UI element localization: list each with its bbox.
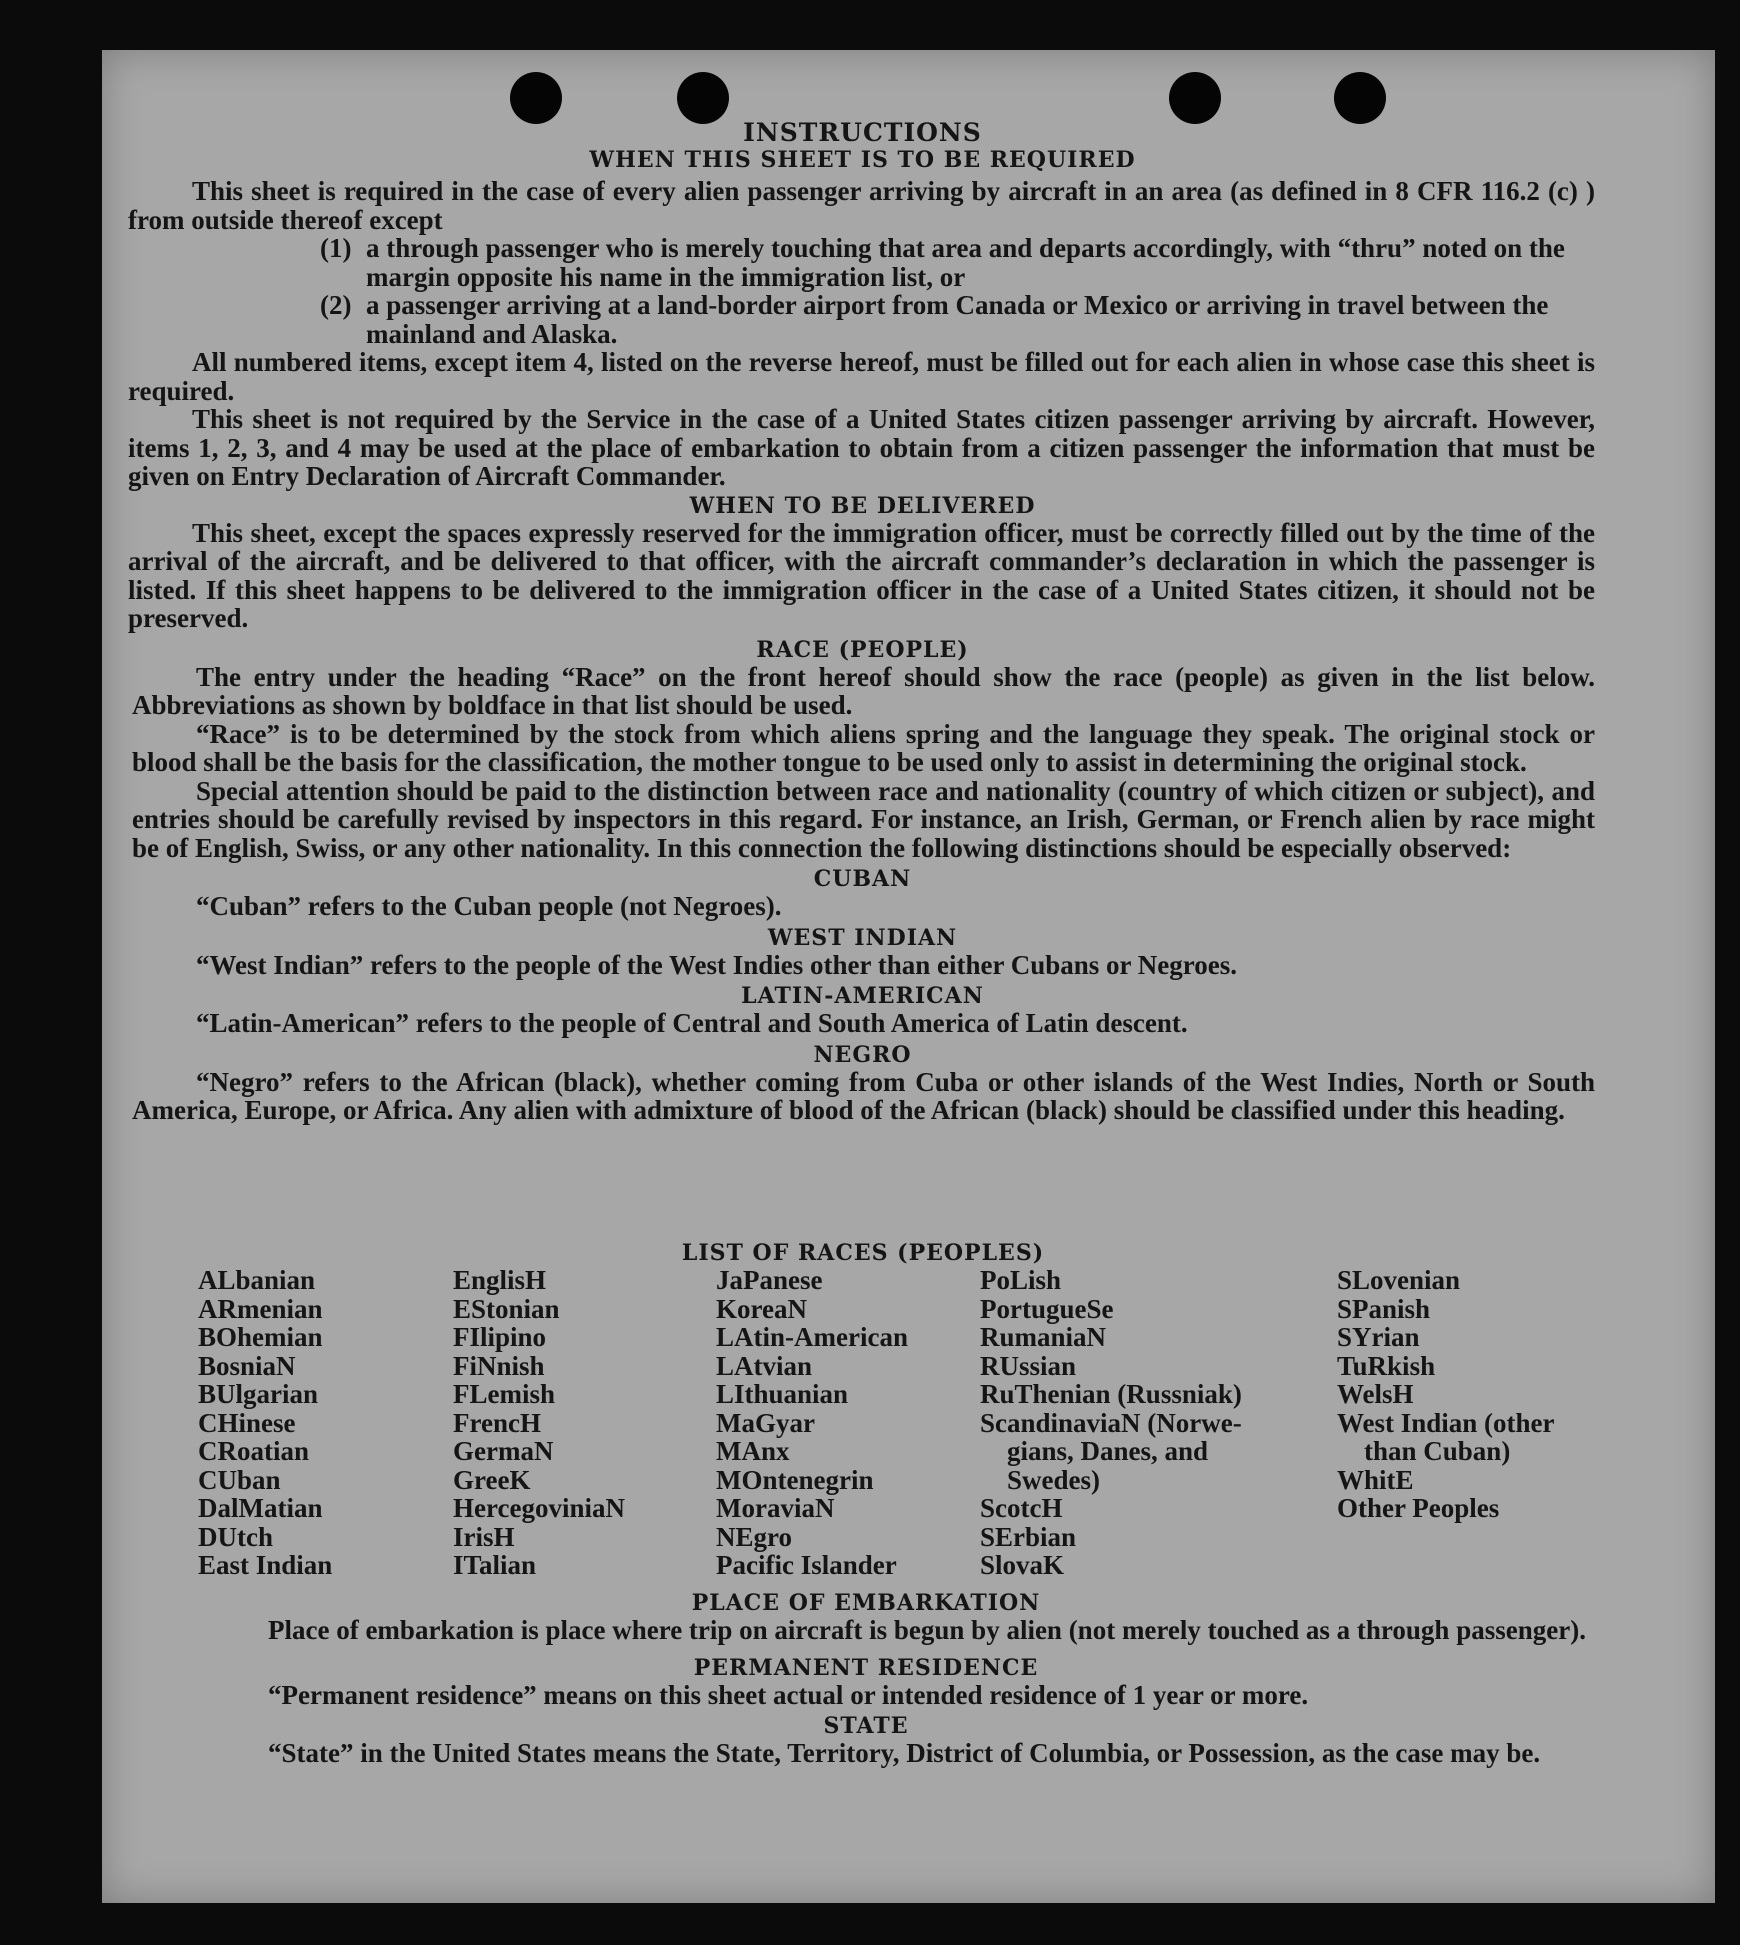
race-item: GermaN bbox=[453, 1436, 554, 1466]
race-item: CUban bbox=[198, 1464, 281, 1495]
race-column bbox=[1337, 1266, 1597, 1580]
race-item: Pacific Islander bbox=[716, 1550, 897, 1580]
race-item: SlovaK bbox=[980, 1550, 1065, 1580]
punch-hole bbox=[1169, 72, 1221, 124]
race-item: gians, Danes, and bbox=[980, 1436, 1209, 1466]
paragraph: This sheet is not required by the Service in the case of a United States citizen passenger arriving by aircraft. However, items 1, 2, 3, and 4 may be used at the place of embarkation to obtain from a citizen passenger the information that must be given on Entry Declaration of Aircraft Commander. bbox=[128, 404, 1595, 491]
race-item: FLemish bbox=[453, 1379, 556, 1409]
paragraph: Place of embarkation is place where trip on aircraft is begun by alien (not merely touched as a through passenger). bbox=[268, 1615, 1586, 1645]
paragraph: “Negro” refers to the African (black), whether coming from Cuba or other islands of the West Indies, North or South America, Europe, or Africa. Any alien with admixture of blood of the African (black) should be classified under this heading. bbox=[132, 1066, 1595, 1125]
race-item: NEgro bbox=[716, 1521, 793, 1552]
race-item: FrencH bbox=[453, 1407, 541, 1438]
race-item: SLovenian bbox=[1337, 1265, 1461, 1295]
item-number: (2) bbox=[320, 290, 352, 320]
race-column bbox=[980, 1266, 1337, 1580]
race-item: EnglisH bbox=[453, 1265, 547, 1295]
race-item: CRoatian bbox=[198, 1436, 310, 1466]
section-heading: RACE (PEOPLE) bbox=[756, 636, 969, 663]
race-item: East Indian bbox=[198, 1550, 333, 1580]
race-item: KoreaN bbox=[716, 1293, 807, 1324]
definition: “Cuban” refers to the Cuban people (not Negroes). bbox=[196, 891, 782, 921]
punch-hole bbox=[677, 72, 729, 124]
race-item: ITalian bbox=[453, 1550, 537, 1580]
paragraph: The entry under the heading “Race” on the front hereof should show the race (people) as given in the list below. Abbreviations as shown by boldface in that list should be used. bbox=[132, 661, 1595, 720]
race-item: GreeK bbox=[453, 1464, 531, 1495]
race-column bbox=[198, 1266, 453, 1580]
section-heading: LIST OF RACES (PEOPLES) bbox=[681, 1240, 1045, 1266]
race-item: MoraviaN bbox=[716, 1493, 835, 1523]
definition: “Permanent residence” means on this sheet actual or intended residence of 1 year or more. bbox=[268, 1679, 1309, 1710]
race-column bbox=[453, 1266, 716, 1580]
race-item: Swedes) bbox=[980, 1464, 1100, 1495]
race-item: LIthuanian bbox=[716, 1379, 849, 1409]
exceptions-list bbox=[320, 234, 1595, 348]
race-item: ALbanian bbox=[198, 1265, 316, 1295]
paragraph: “Race” is to be determined by the stock from which aliens spring and the language they speak. The original stock or blood shall be the basis for the classification, the mother tongue to be used only to assist in determining the original stock. bbox=[132, 718, 1595, 777]
race-item: FIlipino bbox=[453, 1322, 547, 1352]
section-heading: PERMANENT RESIDENCE bbox=[693, 1654, 1039, 1681]
race-item: TuRkish bbox=[1337, 1350, 1436, 1381]
race-item: FiNnish bbox=[453, 1350, 545, 1381]
race-item: MAnx bbox=[716, 1436, 790, 1466]
definition: “West Indian” refers to the people of the West Indies other than either Cubans or Negroes. bbox=[196, 949, 1238, 980]
race-column bbox=[716, 1266, 980, 1580]
race-item: PortugueSe bbox=[980, 1293, 1114, 1324]
section-heading: WHEN TO BE DELIVERED bbox=[689, 492, 1036, 519]
section-heading: WEST INDIAN bbox=[767, 924, 958, 951]
section-heading: STATE bbox=[823, 1713, 909, 1739]
list-item bbox=[320, 291, 1595, 348]
race-item: BUlgarian bbox=[198, 1379, 319, 1409]
race-item: BosniaN bbox=[198, 1350, 296, 1381]
section-heading: WHEN THIS SHEET IS TO BE REQUIRED bbox=[589, 147, 1136, 173]
race-item: WelsH bbox=[1337, 1379, 1414, 1409]
paragraph: “State” in the United States means the State, Territory, District of Columbia, or Possession, as the case may be. bbox=[268, 1738, 1541, 1768]
race-item: CHinese bbox=[198, 1407, 296, 1438]
race-item: MOntenegrin bbox=[716, 1464, 874, 1495]
definitions-footer bbox=[200, 1590, 1610, 1768]
item-text: a through passenger who is merely touching that area and departs accordingly, with “thru” noted on the margin opposite his name in the immigration list, or bbox=[366, 233, 1565, 292]
race-item: LAtvian bbox=[716, 1350, 813, 1381]
race-item: RuThenian (Russniak) bbox=[980, 1379, 1242, 1409]
race-list bbox=[198, 1240, 1598, 1580]
definition: “Latin-American” refers to the people of Central and South America of Latin descent. bbox=[196, 1008, 1188, 1038]
race-item: BOhemian bbox=[198, 1322, 323, 1352]
paragraph: This sheet, except the spaces expressly reserved for the immigration officer, must be correctly filled out by the time of the arrival of the aircraft, and be delivered to that officer, with the aircraft commander’s declaration in which the passenger is listed. If this sheet happens to be delivered to the immigration officer in the case of a United States citizen, it should not be preserved. bbox=[128, 517, 1595, 633]
race-columns bbox=[198, 1266, 1598, 1580]
race-item: IrisH bbox=[453, 1521, 515, 1552]
section-heading: LATIN-AMERICAN bbox=[741, 983, 984, 1009]
race-item: RumaniaN bbox=[980, 1322, 1107, 1352]
race-item: West Indian (other bbox=[1337, 1407, 1555, 1438]
race-item: SYrian bbox=[1337, 1322, 1420, 1352]
race-item: JaPanese bbox=[716, 1265, 823, 1295]
list-item bbox=[320, 234, 1595, 291]
race-item: Other Peoples bbox=[1337, 1493, 1500, 1523]
section-heading: CUBAN bbox=[813, 866, 912, 892]
section-heading: PLACE OF EMBARKATION bbox=[691, 1590, 1041, 1616]
race-item: ScotcH bbox=[980, 1493, 1063, 1523]
race-item: EStonian bbox=[453, 1293, 560, 1324]
item-number: (1) bbox=[320, 233, 352, 263]
race-item: HercegoviniaN bbox=[453, 1493, 625, 1523]
race-item: MaGyar bbox=[716, 1407, 815, 1438]
instructions-body bbox=[128, 118, 1595, 1125]
punch-hole bbox=[510, 72, 562, 124]
race-item: LAtin-American bbox=[716, 1322, 908, 1352]
race-item: SErbian bbox=[980, 1521, 1077, 1552]
race-item: PoLish bbox=[980, 1265, 1062, 1295]
race-item: SPanish bbox=[1337, 1293, 1431, 1324]
paragraph: This sheet is required in the case of every alien passenger arriving by aircraft in an area (as defined in 8 CFR 116.2 (c) ) from outside thereof except bbox=[128, 176, 1595, 235]
race-item: DUtch bbox=[198, 1521, 273, 1552]
race-item: ARmenian bbox=[198, 1293, 323, 1324]
race-item: WhitE bbox=[1337, 1464, 1414, 1495]
race-item: than Cuban) bbox=[1337, 1436, 1511, 1466]
item-text: a passenger arriving at a land-border airport from Canada or Mexico or arriving in travel between the mainland and Alaska. bbox=[366, 290, 1549, 349]
paragraph: All numbered items, except item 4, listed on the reverse hereof, must be filled out for each alien in whose case this sheet is required. bbox=[128, 347, 1595, 406]
race-item: RUssian bbox=[980, 1350, 1077, 1381]
section-heading: NEGRO bbox=[813, 1041, 912, 1068]
page-title: INSTRUCTIONS bbox=[743, 118, 982, 147]
paragraph: Special attention should be paid to the distinction between race and nationality (country of which citizen or subject), and entries should be carefully revised by inspectors in this regard. For instance, an Irish, German, or French alien by race might be of English, Swiss, or any other nationality. In this connection the following distinctions should be especially observed: bbox=[132, 775, 1595, 863]
punch-hole bbox=[1334, 72, 1386, 124]
race-item: ScandinaviaN (Norwe- bbox=[980, 1407, 1242, 1438]
race-item: DalMatian bbox=[198, 1493, 323, 1523]
